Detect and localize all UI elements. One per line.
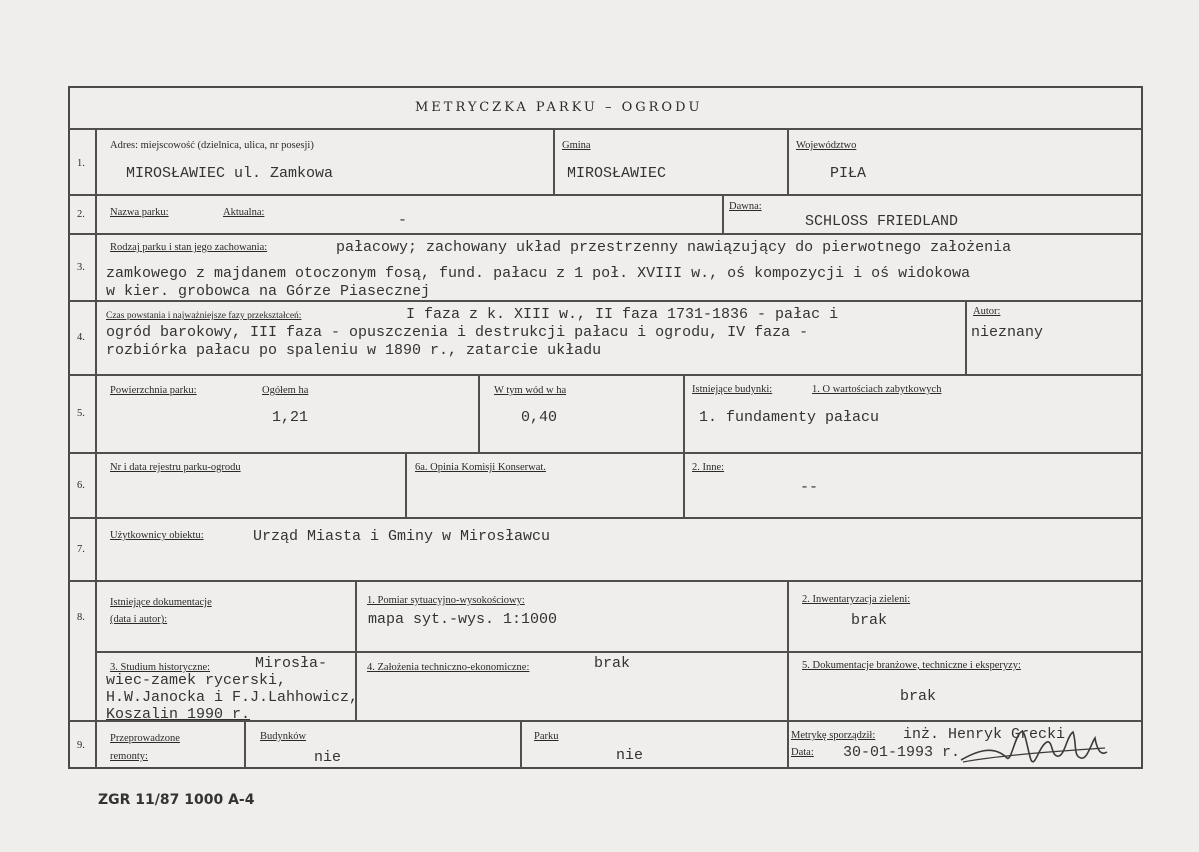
buildings-value: 1. fundamenty pałacu — [699, 409, 880, 426]
row-separator — [70, 580, 1141, 582]
conservation-opinion-label: 6a. Opinia Komisji Konserwat. — [415, 462, 546, 473]
phases-line: ogród barokowy, III faza - opuszczenia i destrukcji pałacu i ogrodu, IV faza - — [106, 324, 809, 341]
total-area-label: Ogółem ha — [262, 385, 309, 396]
voivodeship-value: PIŁA — [830, 165, 867, 182]
history-study-line: wiec-zamek rycerski, — [106, 672, 287, 689]
park-type-label: Rodzaj parku i stan jego zachowania: — [110, 242, 268, 253]
author-label: Autor: — [973, 306, 1001, 317]
row-number: 3. — [77, 262, 85, 273]
row-separator — [70, 300, 1141, 302]
historic-buildings-label: 1. O wartościach zabytkowych — [812, 384, 942, 395]
column-divider — [787, 128, 789, 194]
column-divider — [520, 720, 522, 769]
column-divider — [683, 374, 685, 452]
handwritten-signature — [955, 722, 1115, 772]
prepared-by-label: Metrykę sporządził: — [791, 730, 876, 741]
building-repairs-value: nie — [314, 749, 342, 766]
date-value: 30-01-1993 r. — [843, 744, 961, 761]
column-divider — [244, 720, 246, 769]
row-separator — [70, 374, 1141, 376]
park-type-line: zamkowego z majdanem otoczonym fosą, fund. pałacu z 1 poł. XVIII w., oś kompozycji i oś widokowa — [106, 265, 971, 282]
water-area-value: 0,40 — [521, 409, 558, 426]
former-name-value: SCHLOSS FRIEDLAND — [805, 213, 959, 230]
column-divider — [965, 300, 967, 374]
gmina-label: Gmina — [562, 140, 591, 151]
row-number: 8. — [77, 612, 85, 623]
phases-label: Czas powstania i najważniejsze fazy przekształceń: — [106, 311, 302, 321]
row-separator — [96, 651, 1141, 653]
water-area-label: W tym wód w ha — [494, 385, 567, 396]
branch-docs-value: brak — [900, 688, 937, 705]
form-code-footer: ZGR 11/87 1000 A-4 — [98, 792, 255, 808]
column-divider — [478, 374, 480, 452]
column-divider — [722, 194, 724, 233]
building-repairs-label: Budynków — [260, 731, 307, 742]
repairs-label: Przeprowadzone — [110, 733, 180, 744]
greenery-value: brak — [851, 612, 888, 629]
gmina-value: MIROSŁAWIEC — [567, 165, 667, 182]
technical-economic-value: brak — [594, 655, 631, 672]
current-name-value: - — [398, 212, 408, 229]
column-divider — [787, 580, 789, 769]
other-value: -- — [800, 479, 819, 496]
park-repairs-label: Parku — [534, 731, 559, 742]
prepared-by-value: inż. Henryk Grecki — [903, 726, 1066, 743]
survey-label: 1. Pomiar sytuacyjno-wysokościowy: — [367, 595, 525, 606]
row-separator — [70, 233, 1141, 235]
other-label: 2. Inne: — [692, 462, 725, 473]
total-area-value: 1,21 — [272, 409, 309, 426]
row-separator — [70, 194, 1141, 196]
history-study-label: 3. Studium historyczne: — [110, 662, 211, 673]
former-name-label: Dawna: — [729, 201, 762, 212]
area-label: Powierzchnia parku: — [110, 385, 197, 396]
phases-line: I faza z k. XIII w., II faza 1731-1836 - pałac i — [406, 306, 839, 323]
row-number: 9. — [77, 740, 85, 751]
park-repairs-value: nie — [616, 747, 644, 764]
column-divider — [553, 128, 555, 194]
voivodeship-label: Województwo — [796, 140, 857, 151]
users-value: Urząd Miasta i Gminy w Mirosławcu — [253, 528, 551, 545]
address-label: Adres: miejscowość (dzielnica, ulica, nr posesji) — [110, 140, 314, 151]
row-number: 4. — [77, 332, 85, 343]
documentation-label: Istniejące dokumentacje — [110, 597, 212, 608]
greenery-label: 2. Inwentaryzacja zieleni: — [802, 594, 911, 605]
column-divider — [405, 452, 407, 517]
row-number: 1. — [77, 158, 85, 169]
current-name-label: Aktualna: — [223, 207, 265, 218]
park-name-label: Nazwa parku: — [110, 207, 169, 218]
survey-value: mapa syt.-wys. 1:1000 — [368, 611, 558, 628]
row-number: 2. — [77, 209, 85, 220]
column-divider — [683, 452, 685, 517]
history-study-line: Mirosła- — [255, 655, 328, 672]
repairs-sublabel: remonty: — [110, 751, 148, 762]
row-separator — [70, 128, 1141, 130]
history-study-line: Koszalin 1990 r. — [106, 706, 251, 723]
documentation-sublabel: (data i autor): — [110, 614, 168, 625]
park-type-line: pałacowy; zachowany układ przestrzenny nawiązujący do pierwotnego założenia — [336, 239, 1012, 256]
users-label: Użytkownicy obiektu: — [110, 530, 204, 541]
row-separator — [70, 452, 1141, 454]
number-column-divider — [95, 128, 97, 769]
phases-line: rozbiórka pałacu po spaleniu w 1890 r., zatarcie układu — [106, 342, 602, 359]
register-label: Nr i data rejestru parku-ogrodu — [110, 462, 241, 473]
author-value: nieznany — [971, 324, 1044, 341]
row-number: 7. — [77, 544, 85, 555]
row-number: 6. — [77, 480, 85, 491]
buildings-label: Istniejące budynki: — [692, 384, 773, 395]
history-study-line: H.W.Janocka i F.J.Lahhowicz, — [106, 689, 359, 706]
address-value: MIROSŁAWIEC ul. Zamkowa — [126, 165, 334, 182]
technical-economic-label: 4. Założenia techniczno-ekonomiczne: — [367, 662, 530, 673]
row-number: 5. — [77, 408, 85, 419]
branch-docs-label: 5. Dokumentacje branżowe, techniczne i eksperyzy: — [802, 660, 1021, 671]
form-title: METRYCZKA PARKU – OGRODU — [415, 100, 703, 115]
date-label: Data: — [791, 747, 814, 758]
row-separator — [70, 517, 1141, 519]
park-type-line: w kier. grobowca na Górze Piasecznej — [106, 283, 431, 300]
